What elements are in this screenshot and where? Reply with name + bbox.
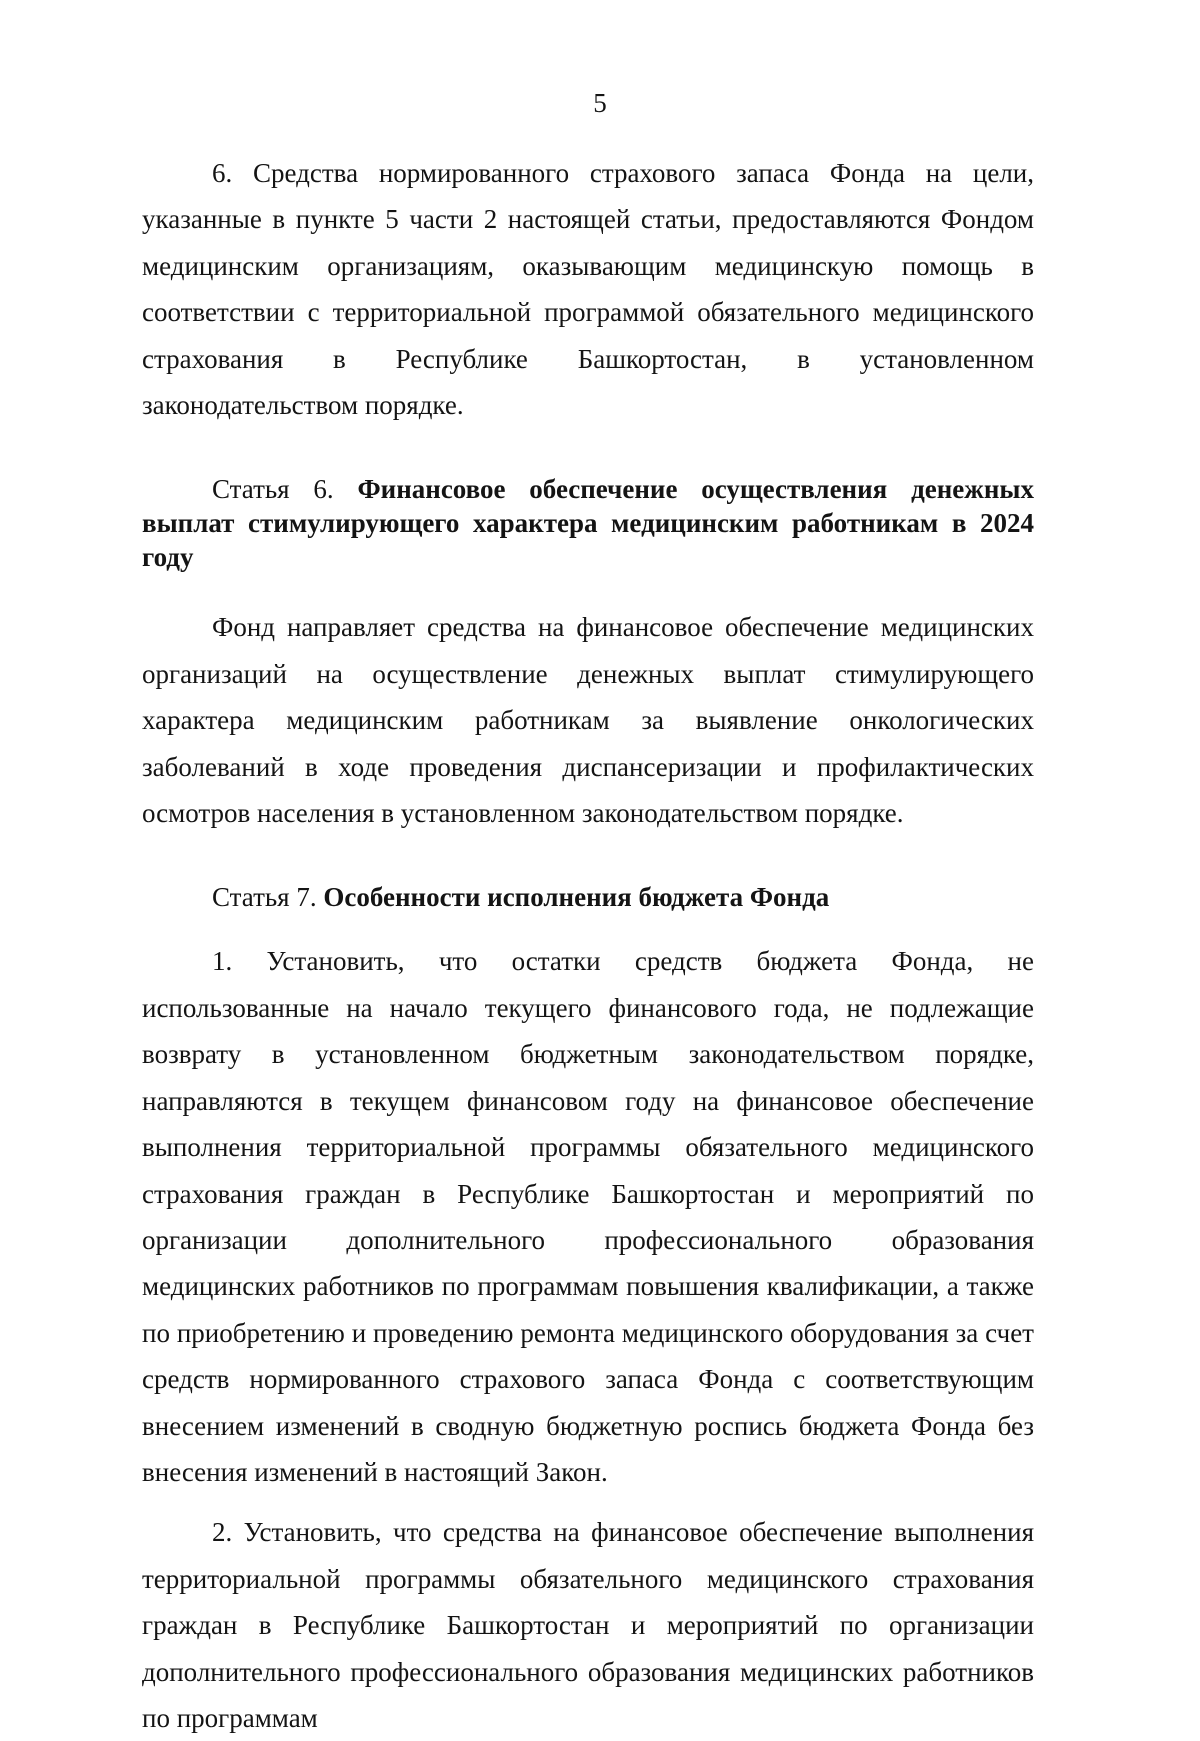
article-7-title: Особенности исполнения бюджета Фонда	[323, 882, 830, 913]
article-6-title: Финансовое обеспечение осуществления денежных выплат стимулирующего характера медицинским работникам в 2024 году	[142, 474, 1034, 573]
article-7-label: Статья 7.	[212, 882, 324, 913]
article-7-paragraph-2: 2. Установить, что средства на финансовое обеспечение выполнения территориальной программы обязательного медицинского страхования граждан в Республике Башкортостан и мероприятий по организации дополнительного профессионального образования медицинских работников по программам	[142, 1517, 1034, 1733]
article-7-paragraph-1: 1. Установить, что остатки средств бюджета Фонда, не использованные на начало текущего финансового года, не подлежащие возврату в установленном бюджетным законодательством порядке, направляются в текущем финансовом году на финансовое обеспечение выполнения территориальной программы обязательного медицинского страхования граждан в Республике Башкортостан и мероприятий по организации дополнительного профессионального образования медицинских работников по программам повышения квалификации, а также по приобретению и проведению ремонта медицинского оборудования за счет средств нормированного страхового запаса Фонда с соответствующим внесением изменений в сводную бюджетную роспись бюджета Фонда без внесения изменений в настоящий Закон.	[142, 946, 1034, 1487]
page-content	[142, 150, 1034, 1741]
page-number: 5	[593, 88, 607, 118]
article-6-label: Статья 6.	[212, 474, 358, 505]
paragraph-6: 6. Средства нормированного страхового запаса Фонда на цели, указанные в пункте 5 части 2 настоящей статьи, предоставляются Фондом медицинским организациям, оказывающим медицинскую помощь в соответствии с территориальной программой обязательного медицинского страхования в Республике Башкортостан, в установленном законодательством порядке.	[142, 158, 1034, 421]
article-6-heading	[142, 472, 1034, 574]
article-7-heading	[142, 880, 1034, 914]
article-6-text: Фонд направляет средства на финансовое обеспечение медицинских организаций на осуществление денежных выплат стимулирующего характера медицинским работникам за выявление онкологических заболеваний в ходе проведения диспансеризации и профилактических осмотров населения в установленном законодательством порядке.	[142, 612, 1034, 829]
